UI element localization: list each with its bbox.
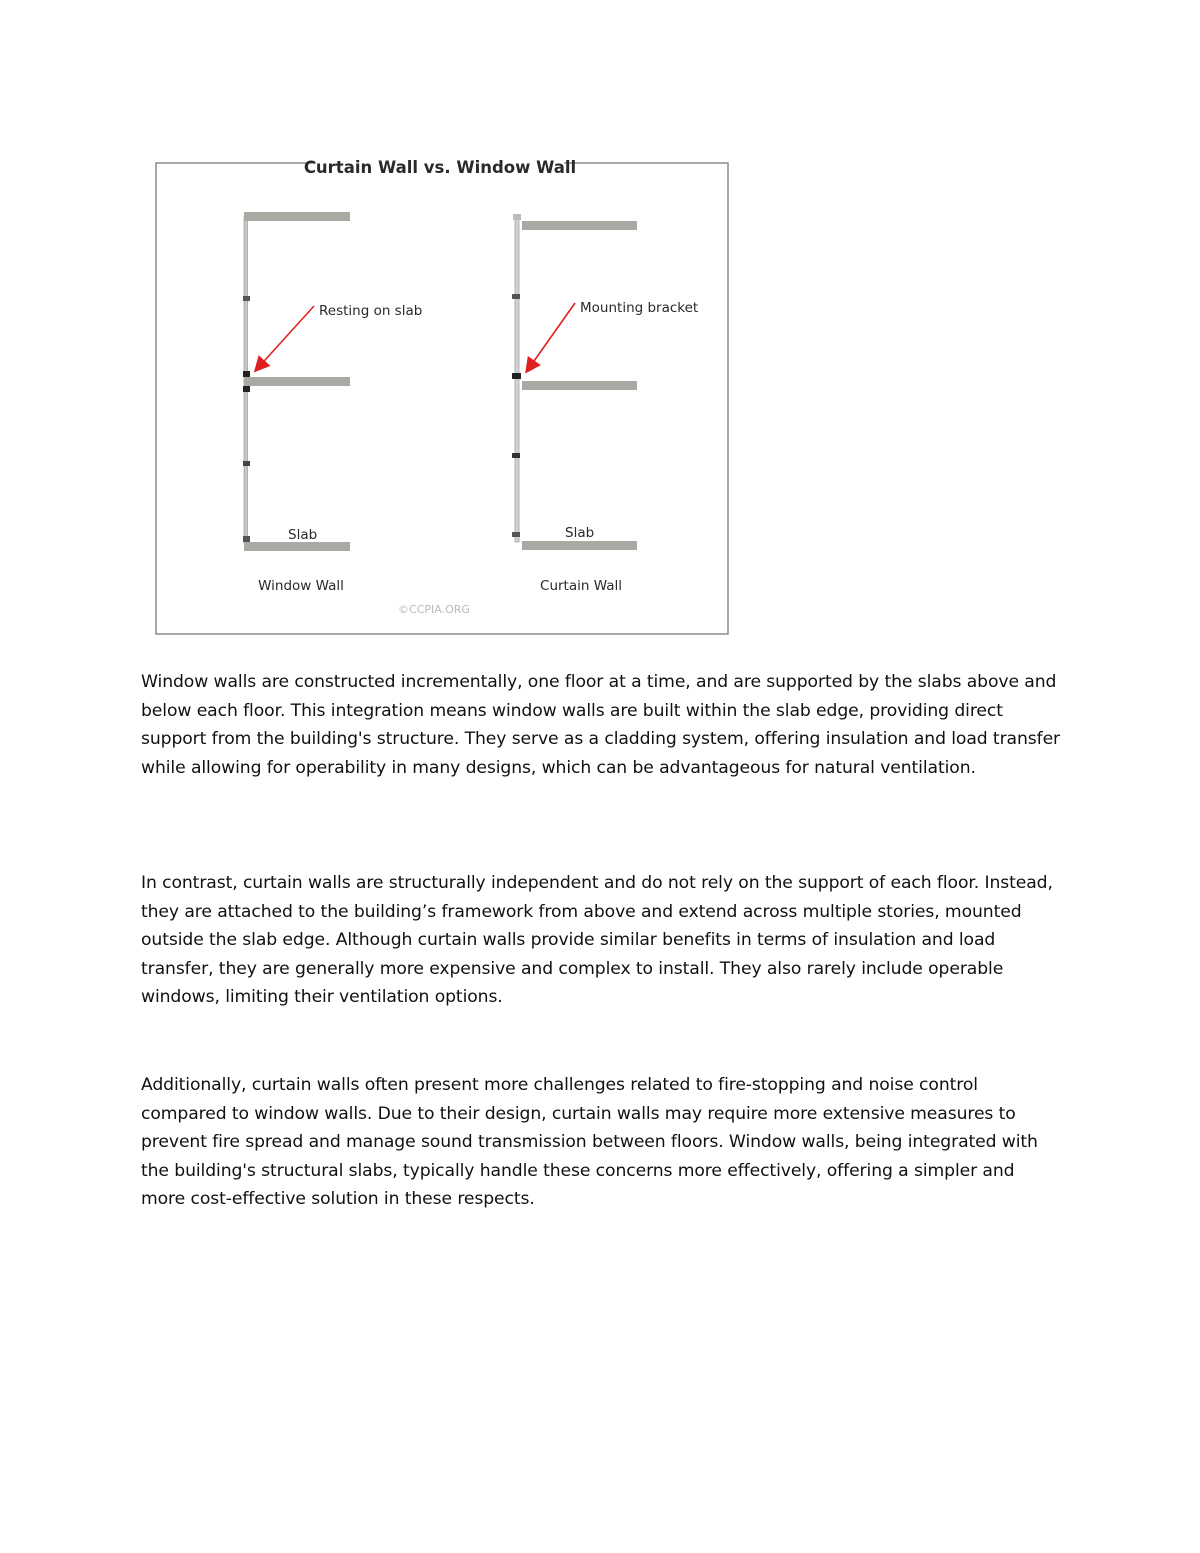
curtain-wall-slab-top bbox=[522, 221, 637, 230]
resting-on-slab-arrow bbox=[256, 306, 314, 370]
curtain-wall-slab-middle bbox=[522, 381, 637, 390]
curtain-wall-slab-bottom bbox=[522, 541, 637, 550]
window-wall-slab-bottom bbox=[244, 542, 350, 551]
window-wall-slab-top bbox=[244, 212, 350, 221]
curtain-wall-caption: Curtain Wall bbox=[540, 578, 622, 594]
window-wall-joint bbox=[243, 536, 250, 542]
mounting-bracket-label: Mounting bracket bbox=[580, 300, 699, 316]
window-wall-slab-middle bbox=[244, 377, 350, 386]
diagram-title: Curtain Wall vs. Window Wall bbox=[303, 158, 577, 177]
curtain-wall-top-cap bbox=[513, 214, 521, 220]
paragraph-window-walls: Window walls are constructed incrementally, one floor at a time, and are supported by the slabs above and below each floor. This integration means window walls are built within the slab edge, providing direct support from the building's structure. They serve as a cladding system, offering insulation and load transfer while allowing for operability in many designs, which can be advantageous for natural ventilation. bbox=[141, 672, 1061, 778]
curtain-wall-drawing bbox=[512, 214, 637, 550]
window-wall-joint bbox=[243, 296, 250, 301]
window-wall-joint bbox=[243, 461, 250, 466]
curtain-wall-bracket bbox=[512, 532, 520, 537]
diagram-canvas bbox=[154, 150, 730, 638]
curtain-wall-bracket bbox=[512, 294, 520, 299]
window-wall-drawing bbox=[243, 212, 350, 551]
curtain-wall-diagram bbox=[154, 150, 730, 638]
curtain-wall-bracket bbox=[512, 453, 520, 458]
window-wall-joint bbox=[243, 371, 250, 377]
diagram-credit: ©CCPIA.ORG bbox=[398, 603, 470, 616]
mounting-bracket-arrow bbox=[527, 303, 575, 371]
window-wall-caption: Window Wall bbox=[258, 578, 344, 594]
paragraph-curtain-walls: In contrast, curtain walls are structurally independent and do not rely on the support of each floor. Instead, they are attached to the building’s framework from above and extend across multiple stories, mounted outside the slab edge. Although curtain walls provide similar benefits in terms of insulation and load transfer, they are generally more expensive and complex to install. They also rarely include operable windows, limiting their ventilation options. bbox=[141, 873, 1053, 1008]
curtain-wall-bracket bbox=[512, 373, 521, 379]
curtain-wall-slab-label: Slab bbox=[565, 525, 595, 541]
window-wall-joint bbox=[243, 386, 250, 392]
resting-on-slab-label: Resting on slab bbox=[319, 303, 423, 319]
diagram-frame bbox=[156, 163, 728, 634]
window-wall-slab-label: Slab bbox=[288, 527, 318, 543]
paragraph-fire-noise: Additionally, curtain walls often present more challenges related to fire-stopping and noise control compared to window walls. Due to their design, curtain walls may require more extensive measures to prevent fire spread and manage sound transmission between floors. Window walls, being integrated with the building's structural slabs, typically handle these concerns more effectively, offering a simpler and more cost-effective solution in these respects. bbox=[141, 1075, 1038, 1210]
